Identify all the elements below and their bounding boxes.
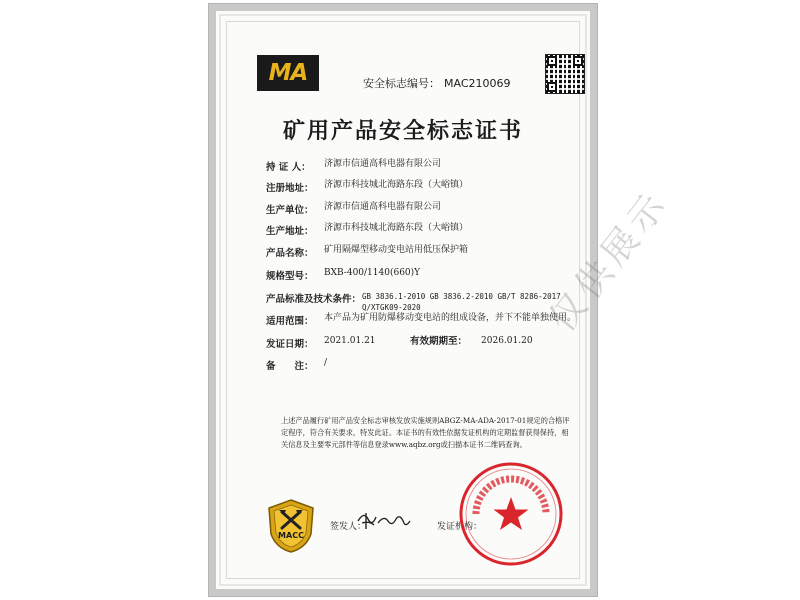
field-scope — [266, 313, 586, 327]
remarks-value: / — [324, 358, 328, 368]
qr-code-icon — [545, 54, 585, 94]
mark-number-label: 安全标志编号： — [363, 77, 440, 90]
field-label: 生产地址： — [266, 226, 314, 237]
field-value: 济源市科技城北海路东段（大峪镇） — [324, 223, 469, 233]
field-remarks — [266, 358, 586, 372]
field-value: GB 3836.1-2010 GB 3836.2-2010 GB/T 8286-2017 Q/XTGK09-2020 — [362, 292, 561, 312]
field-value: 本产品为矿用防爆移动变电站的组成设备，并下不能单独使用。 — [324, 313, 577, 323]
macc-shield-icon — [266, 498, 316, 554]
field-value: 济源市信通高科电器有限公司 — [324, 202, 442, 212]
certificate-title: 矿用产品安全标志证书 — [282, 119, 523, 144]
field-model — [266, 268, 586, 282]
field-label: 适用范围： — [266, 316, 314, 327]
field-label: 产品名称： — [266, 248, 314, 259]
field-dates — [266, 336, 586, 350]
mark-number-value: MAC210069 — [444, 77, 511, 90]
certificate — [209, 4, 678, 596]
field-value: BXB-400/1140(660)Y — [324, 268, 421, 278]
issue-date-value: 2021.01.21 — [324, 336, 376, 346]
mark-number — [363, 75, 511, 91]
field-label: 持 证 人： — [266, 162, 311, 173]
signature-icon — [354, 507, 414, 533]
valid-until-label: 有效期期至： — [410, 336, 468, 347]
ma-logo-text: MA — [268, 60, 308, 86]
remarks-label: 备 注： — [266, 361, 314, 372]
valid-until-value: 2026.01.20 — [481, 336, 533, 346]
ma-logo — [257, 55, 319, 91]
field-registered-address — [266, 180, 586, 194]
field-manufacturer — [266, 202, 586, 216]
field-label: 规格型号： — [266, 271, 314, 282]
watermark: 仅供展示 — [541, 182, 678, 340]
field-value: 矿用隔爆型移动变电站用低压保护箱 — [324, 245, 469, 255]
certificate-notice: 上述产品履行矿用产品安全标志审核发放实施规则ABGZ-MA-ADA-2017-01规定的合格评定程序，符合有关要求，特发此证。本证书的有效性依据发证机构的定期监督获得保持，相关信息及主要零元部件等信息登录www.aqbz.org或扫描本证书二维码查询。 — [281, 416, 570, 449]
official-seal-icon — [456, 459, 566, 569]
issue-date-label: 发证日期： — [266, 339, 314, 350]
field-value: 济源市科技城北海路东段（大峪镇） — [324, 180, 469, 190]
macc-text: MACC — [278, 531, 304, 540]
field-holder — [266, 159, 586, 173]
field-production-address — [266, 223, 586, 237]
issuer-label: 发证机构： — [437, 522, 483, 532]
dates-group — [324, 336, 586, 350]
field-label: 生产单位： — [266, 205, 314, 216]
signer-label: 签发人： — [330, 522, 367, 532]
field-product-name — [266, 245, 586, 259]
field-label: 产品标准及技术条件： — [266, 294, 362, 305]
field-label: 注册地址： — [266, 183, 314, 194]
macc-emblem — [266, 498, 316, 554]
field-value: 济源市信通高科电器有限公司 — [324, 159, 442, 169]
